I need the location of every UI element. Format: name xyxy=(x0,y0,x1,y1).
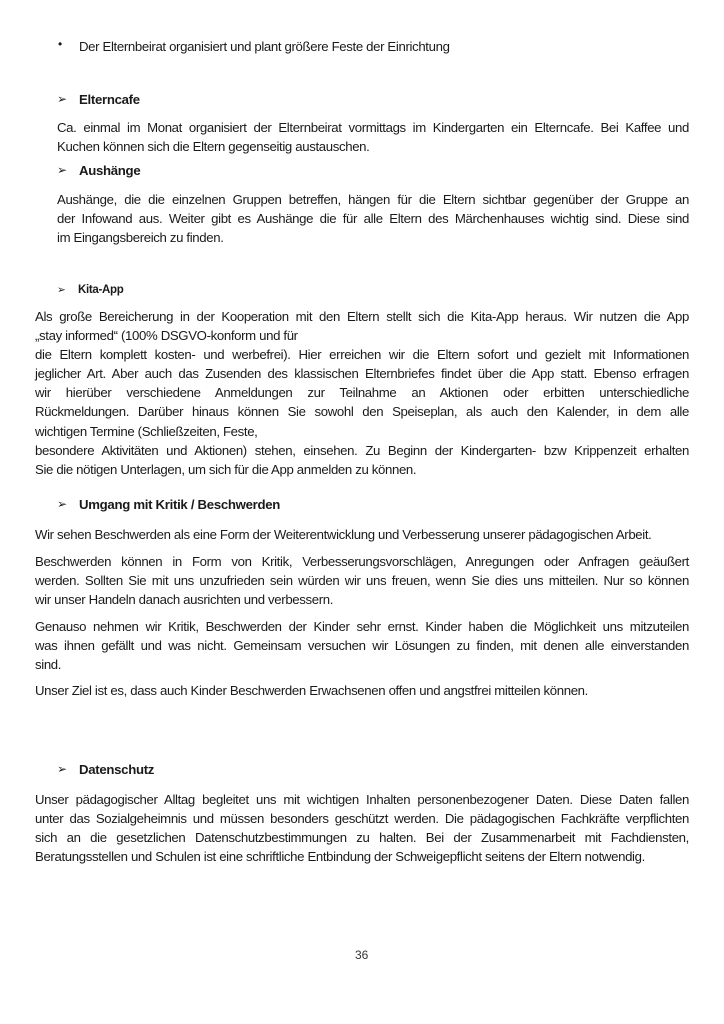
text-line: Aushänge, die die einzelnen Gruppen betreffen, hängen für die Eltern sichtbar gegenüber der Gruppe an xyxy=(57,192,689,207)
paragraph-elterncafe xyxy=(57,118,689,156)
bullet-item-text: Der Elternbeirat organisiert und plant größere Feste der Einrichtung xyxy=(79,39,450,54)
paragraph-kritik-1 xyxy=(35,525,689,544)
paragraph-aushaenge xyxy=(57,190,689,247)
text-line: Ca. einmal im Monat organisiert der Elternbeirat vormittags im Kindergarten ein Elterncafe. Bei Kaffee und xyxy=(57,120,689,135)
text-line: im Eingangsbereich zu finden. xyxy=(57,230,224,246)
text-line: Unser Ziel ist es, dass auch Kinder Beschwerden Erwachsenen offen und angstfrei mitteilen können. xyxy=(35,683,588,698)
text-line: „stay informed“ (100% DSGVO-konform und für xyxy=(35,328,298,344)
section-heading-kritik-beschwerden: Umgang mit Kritik / Beschwerden xyxy=(79,497,281,512)
text-line: Als große Bereicherung in der Kooperation mit den Eltern stellt sich die Kita-App heraus. Wir nutzen die App xyxy=(35,309,689,324)
text-line: Unser pädagogischer Alltag begleitet uns mit wichtigen Inhalten personenbezogener Daten. Diese Daten fallen xyxy=(35,792,689,807)
text-line: Sie die nötigen Unterlagen, um sich für die App anmelden zu können. xyxy=(35,461,417,477)
text-line: was ihnen gefällt und was nicht. Gemeinsam versuchen wir Lösungen zu finden, mit denen alle einverstanden xyxy=(35,638,689,654)
text-line: Kuchen können sich die Eltern gegenseitig austauschen. xyxy=(57,139,370,155)
section-heading-kita-app: Kita-App xyxy=(78,284,124,296)
section-heading-aushaenge: Aushänge xyxy=(79,163,141,178)
text-line: Genauso nehmen wir Kritik, Beschwerden der Kinder sehr ernst. Kinder haben die Möglichkeit uns mitzuteilen xyxy=(35,619,689,634)
arrow-bullet-icon: ➢ xyxy=(57,163,68,177)
paragraph-kritik-3 xyxy=(35,617,689,674)
text-line: Beschwerden können in Form von Kritik, Verbesserungsvorschlägen, Anregungen oder Anfragen geäußert xyxy=(35,554,689,569)
arrow-bullet-icon: ➢ xyxy=(57,284,66,296)
text-line: unter das Sozialgeheimnis und müssen besonders geschützt werden. Die pädagogischen Fachkräfte verpflichten xyxy=(35,811,689,827)
text-line: Wir sehen Beschwerden als eine Form der Weiterentwicklung und Verbesserung unserer pädagogischen Arbeit. xyxy=(35,527,652,542)
text-line: sind. xyxy=(35,657,62,673)
page-number: 36 xyxy=(355,948,369,962)
arrow-bullet-icon: ➢ xyxy=(57,762,68,776)
text-line: die Eltern komplett kosten- und werbefrei). Hier erreichen wir die Eltern sofort und gezielt mit Informationen xyxy=(35,347,689,363)
paragraph-kita-app xyxy=(35,307,689,479)
text-line: wir unser Handeln danach ausrichten und verbessern. xyxy=(35,592,334,608)
section-heading-elterncafe: Elterncafe xyxy=(79,92,140,107)
text-line: Beratungsstellen und Schulen ist eine schriftliche Entbindung der Schweigepflicht seitens der Eltern notwendig. xyxy=(35,849,645,865)
text-line: besondere Aktivitäten und Aktionen) stehen, einsehen. Zu Beginn der Kindergarten- bzw Krippenzeit erhalten xyxy=(35,442,689,458)
text-line: wir hierüber verschiedene Anmeldungen zur Teilnahme an Aktionen oder erbitten unterschiedliche xyxy=(35,385,689,401)
arrow-bullet-icon: ➢ xyxy=(57,497,68,511)
text-line: jeglicher Art. Aber auch das Zusenden des klassischen Elternbriefes findet über die App statt. Ebenso erfragen xyxy=(35,366,689,382)
text-line: wichtigen Termine (Schließzeiten, Feste, xyxy=(35,423,258,439)
arrow-bullet-icon: ➢ xyxy=(57,92,68,106)
paragraph-datenschutz xyxy=(35,790,689,866)
paragraph-kritik-4 xyxy=(35,681,689,700)
paragraph-kritik-2 xyxy=(35,552,689,609)
text-line: werden. Sollten Sie mit uns unzufrieden sein würden wir uns freuen, wenn Sie dies uns mitteilen. Nur so können xyxy=(35,573,689,589)
text-line: Rückmeldungen. Darüber hinaus können Sie sowohl den Speiseplan, als auch den Kalender, in dem alle xyxy=(35,404,689,420)
bullet-icon: • xyxy=(58,37,63,51)
text-line: sich an die gesetzlichen Datenschutzbestimmungen zu halten. Bei der Zusammenarbeit mit Fachdiensten, xyxy=(35,830,689,846)
text-line: der Infowand aus. Weiter gibt es Aushänge die für alle Eltern des Märchenhauses wichtig sind. Diese sind xyxy=(57,211,689,227)
section-heading-datenschutz: Datenschutz xyxy=(79,762,155,777)
